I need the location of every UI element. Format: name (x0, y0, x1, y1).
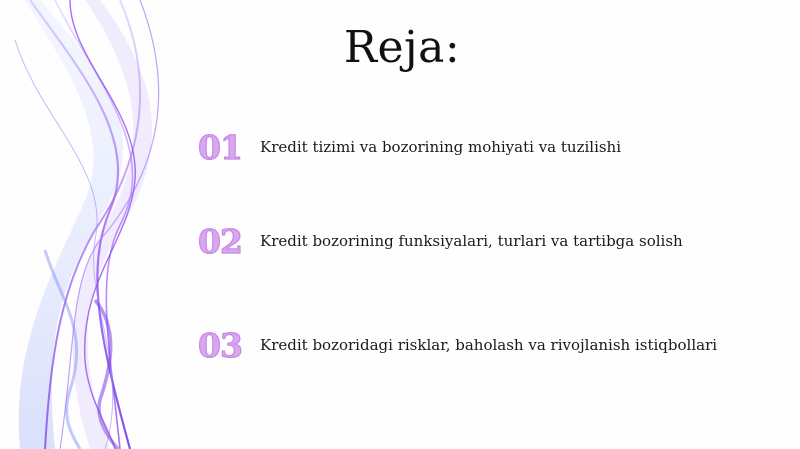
agenda-item-number: 03 (198, 326, 242, 365)
agenda-item-number: 01 (198, 128, 242, 167)
agenda-item-3 (198, 326, 778, 376)
agenda-item-number: 02 (198, 222, 242, 261)
agenda-item-text: Kredit tizimi va bozorining mohiyati va tuzilishi (260, 138, 622, 156)
agenda-item-text: Kredit bozoridagi risklar, baholash va rivojlanish istiqbollari (260, 336, 718, 354)
agenda-item-2 (198, 222, 778, 272)
agenda-item-1 (198, 128, 778, 178)
agenda-item-text: Kredit bozorining funksiyalari, turlari va tartibga solish (260, 232, 683, 250)
slide-title: Reja: (343, 22, 461, 73)
